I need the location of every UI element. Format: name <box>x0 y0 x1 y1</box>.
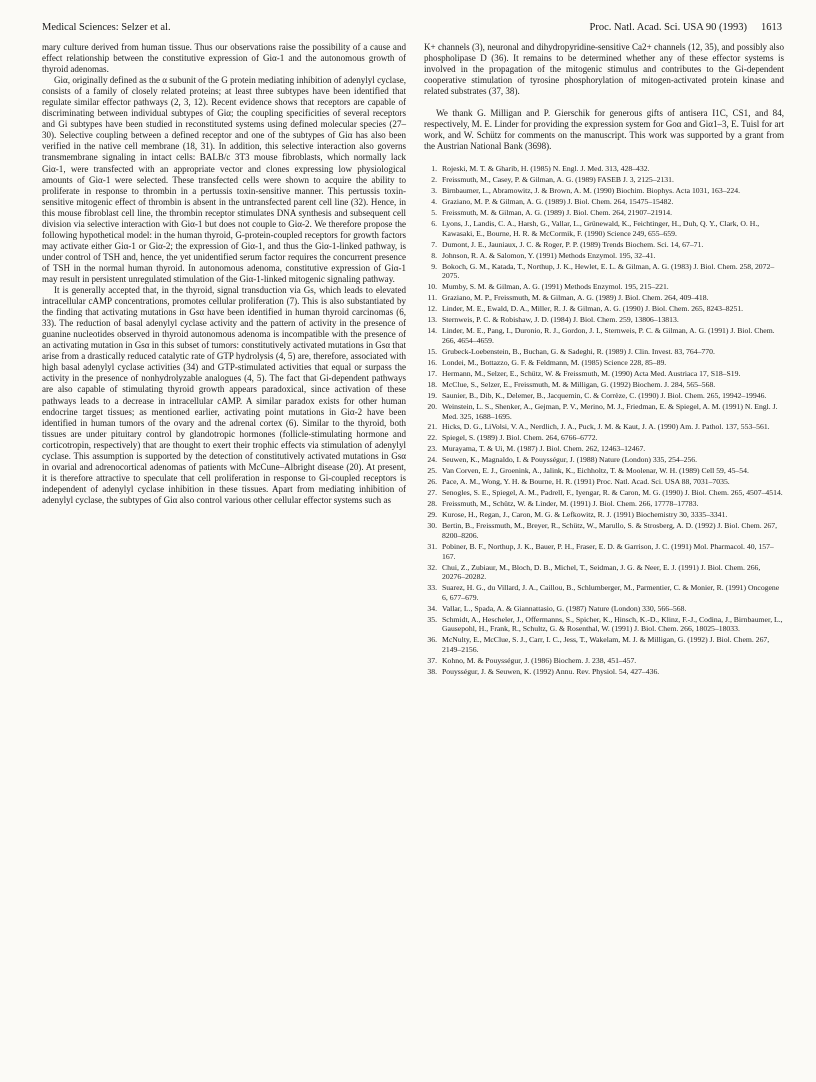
reference-text: Weinstein, L. S., Shenker, A., Gejman, P. V., Merino, M. J., Friedman, E. & Spiegel, A. M. (1991) N. Engl. J. Med. 325, 1688–1695. <box>442 401 778 421</box>
reference-number: 27. <box>427 488 437 498</box>
reference-text: Chui, Z., Zubiaur, M., Bloch, D. B., Michel, T., Seidman, J. G. & Neer, E. J. (1991) J. Biol. Chem. 266, 20276–20282. <box>442 562 761 582</box>
reference-text: McClue, S., Selzer, E., Freissmuth, M. & Milligan, G. (1992) Biochem. J. 284, 565–568. <box>442 379 716 389</box>
reference-item <box>424 477 784 487</box>
reference-item <box>424 542 784 561</box>
reference-number: 8. <box>431 250 437 260</box>
reference-number: 16. <box>427 357 437 367</box>
reference-item <box>424 282 784 292</box>
reference-item <box>424 391 784 401</box>
reference-text: Hermann, M., Selzer, E., Schütz, W. & Freissmuth, M. (1990) Acta Med. Austriaca 17, S18–S19. <box>442 368 741 378</box>
reference-text: Birnbaumer, L., Abramowitz, J. & Brown, A. M. (1990) Biochim. Biophys. Acta 1031, 163–224. <box>442 186 740 196</box>
reference-text: Graziano, M. P., Freissmuth, M. & Gilman, A. G. (1989) J. Biol. Chem. 264, 409–418. <box>442 293 709 303</box>
reference-number: 35. <box>427 614 437 624</box>
reference-text: Londei, M., Bottazzo, G. F. & Feldmann, M. (1985) Science 228, 85–89. <box>442 357 667 367</box>
body-paragraph-1: mary culture derived from human tissue. Thus our observations raise the possibility of a cause and effect relationship between the constitutive expression of Giα-1 and the autonomous growth of thyroid adenomas. <box>42 42 406 75</box>
reference-text: Seuwen, K., Magnaldo, I. & Pouysségur, J. (1988) Nature (London) 335, 254–256. <box>442 455 698 465</box>
reference-item <box>424 510 784 520</box>
reference-number: 23. <box>427 444 437 454</box>
reference-text: Bertin, B., Freissmuth, M., Breyer, R., Schütz, W., Marullo, S. & Strosberg, A. D. (1992) J. Biol. Chem. 267, 8200–8206. <box>442 521 778 540</box>
reference-item <box>424 326 784 345</box>
body-paragraph-continuation: K+ channels (3), neuronal and dihydropyridine-sensitive Ca2+ channels (12, 35), and possibly also phospholipase D (36). It remains to be determined whether any of these effector systems is involved in the propagation of the mitogenic stimulus and contributes to the Gi-dependent cooperative stimulation of tyrosine phosphorylation of mitogen-activated protein kinase and related substrates (37, 38). <box>424 42 784 97</box>
body-paragraph-2: Giα, originally defined as the α subunit of the G protein mediating inhibition of adenylyl cyclase, consists of a family of closely related proteins; at least three subtypes have been identified that regulate similar effector pathways (2, 3, 12). Recent evidence shows that receptors are capable of discriminating between individual subtypes of Giα; the coupling specificities of several receptors and Gi subtypes have been studied in reconstituted systems using defined molecular species (27–30). Selective coupling between a defined receptor and one of the subtypes of Giα has also been verified in the native cell membrane (18, 31). In addition, this selective interaction also governs transmembrane signaling in intact cells: BALB/c 3T3 mouse fibroblasts, which normally lack Giα-1, were transfected with an appropriate vector and clones expressing low physiological amounts of Giα-1 were selected. These transfected cells were shown to acquire the ability to proliferate in response to thrombin in a pertussis toxin-sensitive manner. This pertussis toxin-sensitive mitogenic effect of thrombin is absent in the untransfected parent cell line (32). Hence, in this mouse fibroblast cell line, the thrombin receptor stimulates DNA synthesis and subsequent cell division via selective interaction with Giα-1 but does not couple to Giα-2. We therefore propose the following hypothetical model: in the human thyroid, G-protein-coupled receptors for growth factors may activate either Giα-1 or Giα-2; the expression of Giα-1, and thus the Giα-1-linked pathway, is under control of TSH and, hence, the yet unidentified serum factor requires the concurrent presence of TSH in the normal human thyroid. In autonomous adenoma, constitutive expression of Giα-1 may result in persistent unregulated stimulation of the Giα-1-linked mitogenic signaling pathway. <box>42 75 406 284</box>
reference-item <box>424 369 784 379</box>
reference-number: 31. <box>427 541 437 551</box>
reference-item <box>424 358 784 368</box>
reference-item <box>424 186 784 196</box>
reference-number: 11. <box>427 293 437 303</box>
reference-item <box>424 380 784 390</box>
reference-item <box>424 251 784 261</box>
reference-text: Rojeski, M. T. & Gharib, H. (1985) N. Engl. J. Med. 313, 428–432. <box>442 164 650 174</box>
journal-citation: Proc. Natl. Acad. Sci. USA 90 (1993) <box>589 22 747 33</box>
reference-item <box>424 444 784 454</box>
reference-item <box>424 466 784 476</box>
reference-number: 10. <box>427 282 437 292</box>
reference-item <box>424 433 784 443</box>
reference-text: Senogles, S. E., Spiegel, A. M., Padrell, F., Iyengar, R. & Caron, M. G. (1990) J. Biol. Chem. 265, 4507–4514. <box>442 488 783 498</box>
reference-text: Pouysségur, J. & Seuwen, K. (1992) Annu. Rev. Physiol. 54, 427–436. <box>442 666 660 676</box>
reference-list <box>424 164 784 676</box>
reference-text: Linder, M. E., Ewald, D. A., Miller, R. J. & Gilman, A. G. (1990) J. Biol. Chem. 265, 8243–8251. <box>442 304 744 314</box>
reference-number: 37. <box>427 655 437 665</box>
reference-item <box>424 521 784 540</box>
reference-item <box>424 315 784 325</box>
reference-text: Freissmuth, M., Casey, P. & Gilman, A. G. (1989) FASEB J. 3, 2125–2131. <box>442 175 674 185</box>
reference-item <box>424 667 784 677</box>
page-number: 1613 <box>761 22 782 33</box>
reference-item <box>424 635 784 654</box>
reference-text: Pobiner, B. F., Northup, J. K., Bauer, P. H., Fraser, E. D. & Garrison, J. C. (1991) Mol. Pharmacol. 40, 157–167. <box>442 541 774 561</box>
reference-number: 24. <box>427 455 437 465</box>
reference-text: Johnson, R. A. & Salomon, Y. (1991) Methods Enzymol. 195, 32–41. <box>442 250 656 260</box>
reference-item <box>424 175 784 185</box>
reference-number: 17. <box>427 368 437 378</box>
reference-text: Mumby, S. M. & Gilman, A. G. (1991) Methods Enzymol. 195, 215–221. <box>442 282 669 292</box>
reference-number: 36. <box>427 635 437 645</box>
reference-number: 5. <box>431 208 437 218</box>
reference-number: 28. <box>427 499 437 509</box>
reference-number: 20. <box>427 401 437 411</box>
reference-number: 7. <box>431 239 437 249</box>
reference-number: 14. <box>427 326 437 336</box>
acknowledgment: We thank G. Milligan and P. Gierschik for generous gifts of antisera I1C, CS1, and 84, respectively, M. E. Linder for providing the expression system for Goα and Giα1–3, E. Tuisl for art work, and W. Schütz for comments on the manuscript. This work was supported by a grant from the Austrian National Bank (3698). <box>424 108 784 152</box>
reference-number: 12. <box>427 304 437 314</box>
reference-number: 3. <box>431 186 437 196</box>
reference-number: 15. <box>427 346 437 356</box>
reference-text: Spiegel, S. (1989) J. Biol. Chem. 264, 6766–6772. <box>442 433 598 443</box>
running-head: Medical Sciences: Selzer et al. <box>42 22 171 33</box>
reference-item <box>424 304 784 314</box>
body-paragraph-3: It is generally accepted that, in the thyroid, signal transduction via Gs, which leads to elevated intracellular cAMP concentrations, promotes cellular proliferation (7). This is also substantiated by the finding that activating mutations in Gsα have been identified in human thyroid carcinomas (6, 33). The reduction of basal adenylyl cyclase activity and the pattern of activity in the presence of guanine nucleotides observed in thyroid autonomous adenoma is incompatible with the presence of an activating mutation in Gsα in this subset of tumors: constitutively activated mutations in Gsα that arise from a drastically reduced catalytic rate of GTP hydrolysis (4, 5) are, therefore, associated with high basal adenylyl cyclase activities (34) and GTP-stimulated activities that equal or surpass the activity in the presence of nonhydrolyzable analogues (4, 5). The fact that Gi-dependent pathways are also capable of stimulating thyroid growth appears paradoxical, since activation of these pathways leads to a decrease in intracellular cAMP. A similar paradox exists for other human endocrine target tissues; as mentioned earlier, activating point mutations in Giα-2 have been identified in human tumors of the ovary and the adrenal cortex (6). Similar to the thyroid, both tissues are under pituitary control by glandotropic hormones (follicle-stimulating hormone and corticotropin, respectively) that are thought to exert their trophic effects via stimulation of adenylyl cyclase. This assumption is supported by the detection of constitutively activated mutations in Gsα in ovarial and adrenocortical adenomas of patients with McCune–Albright disease (20). At present, it is therefore attractive to speculate that cell proliferation in response to Gi-coupled receptors is independent of adenylyl cyclase inhibition in these tissues. Apart from mediating inhibition of adenylyl cyclase, the subtypes of Giα also control various other cellular effector systems such as <box>42 285 406 505</box>
reference-number: 30. <box>427 521 437 531</box>
reference-number: 38. <box>427 666 437 676</box>
reference-text: Schmidt, A., Hescheler, J., Offermanns, S., Spicher, K., Hinsch, K.-D., Klinz, F.-J., Codina, J., Birnbaumer, L., Gausepohl, H., Frank, R., Schultz, G. & Rosenthal, W. (1991) J. Biol. Chem. 266, 18025–18033. <box>442 614 783 634</box>
reference-text: Linder, M. E., Pang, I., Duronio, R. J., Gordon, J. I., Sternweis, P. C. & Gilman, A. G. (1991) J. Biol. Chem. 266, 4654–4659. <box>442 326 775 345</box>
reference-number: 6. <box>431 219 437 229</box>
reference-item <box>424 240 784 250</box>
reference-item <box>424 164 784 174</box>
reference-item <box>424 455 784 465</box>
reference-text: Grubeck-Loebenstein, B., Buchan, G. & Sadeghi, R. (1989) J. Clin. Invest. 83, 764–770. <box>442 346 715 356</box>
reference-text: Freissmuth, M. & Gilman, A. G. (1989) J. Biol. Chem. 264, 21907–21914. <box>442 208 672 218</box>
reference-number: 26. <box>427 477 437 487</box>
reference-text: Lyons, J., Landis, C. A., Harsh, G., Vallar, L., Grünewald, K., Feichtinger, H., Duh, Q. Y., Clark, O. H., Kawasaki, E., Bourne, H. R. & McCormik, F. (1990) Science 249, 655–659. <box>442 219 760 238</box>
reference-text: Pace, A. M., Wong, Y. H. & Bourne, H. R. (1991) Proc. Natl. Acad. Sci. USA 88, 7031–7035. <box>442 477 730 487</box>
right-column <box>424 42 784 678</box>
reference-item <box>424 293 784 303</box>
reference-text: Kurose, H., Regan, J., Caron, M. G. & Lefkowitz, R. J. (1991) Biochemistry 30, 3335–3341. <box>442 510 728 520</box>
reference-text: Graziano, M. P. & Gilman, A. G. (1989) J. Biol. Chem. 264, 15475–15482. <box>442 197 674 207</box>
reference-number: 33. <box>427 583 437 593</box>
reference-number: 34. <box>427 603 437 613</box>
reference-number: 13. <box>427 315 437 325</box>
reference-item <box>424 583 784 602</box>
reference-number: 29. <box>427 510 437 520</box>
reference-item <box>424 219 784 238</box>
reference-item <box>424 563 784 582</box>
reference-text: Van Corven, E. J., Groenink, A., Jalink, K., Eichholtz, T. & Moolenar, W. H. (1989) Cell 59, 45–54. <box>442 466 749 476</box>
reference-text: Kohno, M. & Pouysségur, J. (1986) Biochem. J. 238, 451–457. <box>442 655 637 665</box>
reference-text: Hicks, D. G., LiVolsi, V. A., Nerdlich, J. A., Puck, J. M. & Kaut, J. A. (1990) Am. J. Pathol. 137, 553–561. <box>442 422 770 432</box>
reference-text: Sternweis, P. C. & Robishaw, J. D. (1984) J. Biol. Chem. 259, 13806–13813. <box>442 315 679 325</box>
page-header <box>42 22 782 38</box>
reference-number: 21. <box>427 422 437 432</box>
reference-text: McNulty, E., McClue, S. J., Carr, I. C., Jess, T., Wakelam, M. J. & Milligan, G. (1992) J. Biol. Chem. 267, 2149–2156. <box>442 635 770 654</box>
reference-text: Dumont, J. E., Jauniaux, J. C. & Roger, P. P. (1989) Trends Biochem. Sci. 14, 67–71. <box>442 239 704 249</box>
reference-text: Freissmuth, M., Schütz, W. & Linder, M. (1991) J. Biol. Chem. 266, 17778–17783. <box>442 499 699 509</box>
reference-item <box>424 422 784 432</box>
reference-text: Suarez, H. G., du Villard, J. A., Caillou, B., Schlumberger, M., Parmentier, C. & Monier, R. (1991) Oncogene 6, 677–679. <box>442 583 780 602</box>
reference-item <box>424 488 784 498</box>
reference-item <box>424 347 784 357</box>
reference-item <box>424 402 784 421</box>
reference-number: 32. <box>427 562 437 572</box>
reference-number: 22. <box>427 433 437 443</box>
reference-number: 9. <box>431 261 437 271</box>
reference-item <box>424 208 784 218</box>
reference-item <box>424 197 784 207</box>
reference-number: 4. <box>431 197 437 207</box>
reference-number: 19. <box>427 390 437 400</box>
reference-number: 2. <box>431 175 437 185</box>
reference-text: Vallar, L., Spada, A. & Giannattasio, G. (1987) Nature (London) 330, 566–568. <box>442 603 687 613</box>
reference-item <box>424 499 784 509</box>
left-column <box>42 42 406 506</box>
journal-citation-group <box>590 22 783 33</box>
reference-item <box>424 262 784 281</box>
reference-text: Bokoch, G. M., Katada, T., Northup, J. K., Hewlet, E. L. & Gilman, A. G. (1983) J. Biol. Chem. 258, 2072–2075. <box>442 261 775 281</box>
reference-text: Saunier, B., Dib, K., Delemer, B., Jacquemin, C. & Corrèze, C. (1990) J. Biol. Chem. 265, 19942–19946. <box>442 390 767 400</box>
reference-item <box>424 656 784 666</box>
reference-number: 25. <box>427 466 437 476</box>
reference-item <box>424 615 784 634</box>
reference-text: Murayama, T. & Ui, M. (1987) J. Biol. Chem. 262, 12463–12467. <box>442 444 646 454</box>
reference-item <box>424 604 784 614</box>
reference-number: 18. <box>427 379 437 389</box>
reference-number: 1. <box>431 164 437 174</box>
